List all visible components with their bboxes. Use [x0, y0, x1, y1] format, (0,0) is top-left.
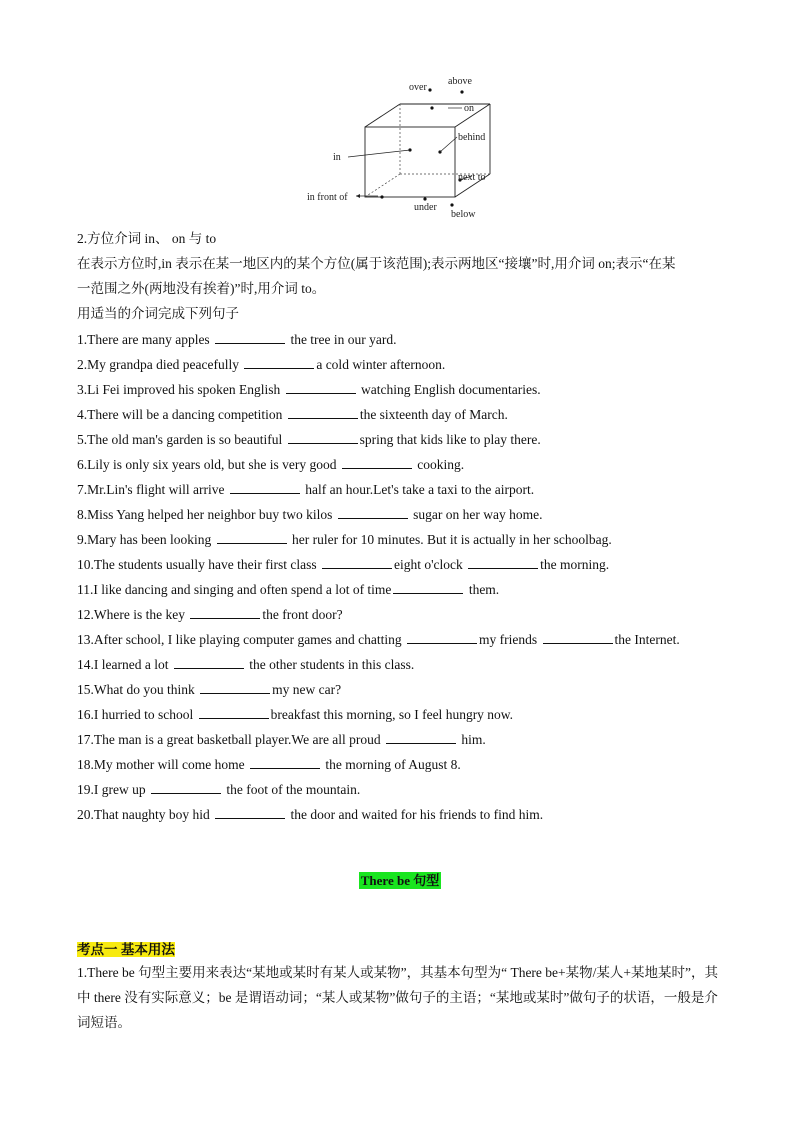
exercise-item-13: 13.After school, I like playing computer games and chatting my friends the Internet.: [77, 629, 680, 647]
answer-blank[interactable]: [407, 629, 477, 644]
prepositions-cube-figure: [300, 72, 505, 222]
intro-line-2: 一范围之外(两地没有挨着)”时,用介词 to。: [77, 281, 326, 296]
answer-blank[interactable]: [386, 729, 456, 744]
cube-front-face: [365, 127, 455, 197]
exercise-item-12: 12.Where is the key the front door?: [77, 604, 343, 622]
point-title: [77, 938, 175, 958]
answer-blank[interactable]: [338, 504, 408, 519]
answer-blank[interactable]: [288, 404, 358, 419]
label-under: under: [414, 202, 437, 213]
label-on: on: [464, 103, 474, 114]
exercise-item-14: 14.I learned a lot the other students in this class.: [77, 654, 414, 672]
answer-blank[interactable]: [393, 579, 463, 594]
answer-blank[interactable]: [151, 779, 221, 794]
exercise-item-16: 16.I hurried to school breakfast this morning, so I feel hungry now.: [77, 704, 513, 722]
point-title-text: 考点一 基本用法: [77, 942, 175, 957]
exercise-item-3: 3.Li Fei improved his spoken English watching English documentaries.: [77, 379, 541, 397]
exercise-item-15: 15.What do you think my new car?: [77, 679, 341, 697]
exercise-instruction: 用适当的介词完成下列句子: [77, 306, 239, 321]
answer-blank[interactable]: [342, 454, 412, 469]
section-title: [0, 870, 800, 889]
answer-blank[interactable]: [322, 554, 392, 569]
exercise-item-19: 19.I grew up the foot of the mountain.: [77, 779, 360, 797]
section-title-text: There be 句型: [360, 873, 440, 888]
exercise-item-2: 2.My grandpa died peacefully a cold winter afternoon.: [77, 354, 445, 372]
answer-blank[interactable]: [468, 554, 538, 569]
answer-blank[interactable]: [199, 704, 269, 719]
exercise-item-20: 20.That naughty boy hid the door and waited for his friends to find him.: [77, 804, 543, 822]
exercise-item-17: 17.The man is a great basketball player.We are all proud him.: [77, 729, 486, 747]
label-in-front-of: in front of: [307, 192, 348, 203]
answer-blank[interactable]: [250, 754, 320, 769]
cube-diagram: [300, 72, 505, 222]
intro-section: [77, 226, 727, 326]
exercise-item-18: 18.My mother will come home the morning of August 8.: [77, 754, 461, 772]
answer-blank[interactable]: [230, 479, 300, 494]
answer-blank[interactable]: [200, 679, 270, 694]
exercise-item-6: 6.Lily is only six years old, but she is very good cooking.: [77, 454, 464, 472]
label-below: below: [451, 209, 476, 220]
answer-blank[interactable]: [543, 629, 613, 644]
label-above: above: [448, 76, 472, 87]
answer-blank[interactable]: [286, 379, 356, 394]
exercise-item-10: 10.The students usually have their first class eight o'clock the morning.: [77, 554, 609, 572]
answer-blank[interactable]: [244, 354, 314, 369]
exercise-item-9: 9.Mary has been looking her ruler for 10 minutes. But it is actually in her schoolbag.: [77, 529, 612, 547]
intro-heading: 2.方位介词 in、 on 与 to: [77, 231, 217, 246]
label-in: in: [333, 152, 341, 163]
answer-blank[interactable]: [215, 329, 285, 344]
answer-blank[interactable]: [190, 604, 260, 619]
label-next-to: next to: [458, 172, 486, 183]
answer-blank[interactable]: [215, 804, 285, 819]
exercise-item-11: 11.I like dancing and singing and often spend a lot of time them.: [77, 579, 499, 597]
label-over: over: [409, 82, 427, 93]
point-paragraph: 1.There be 句型主要用来表达“某地或某时有某人或某物”，其基本句型为“ There be+某物/某人+某地某时”，其中 there 没有实际意义；be 是谓语动词；“某人或某物”做句子的主语；“某地或某时”做句子的状语，一般是介词短语。: [77, 965, 719, 1030]
exercise-item-7: 7.Mr.Lin's flight will arrive half an hour.Let's take a taxi to the airport.: [77, 479, 534, 497]
answer-blank[interactable]: [217, 529, 287, 544]
answer-blank[interactable]: [288, 429, 358, 444]
label-behind: behind: [458, 132, 486, 143]
exercise-item-8: 8.Miss Yang helped her neighbor buy two kilos sugar on her way home.: [77, 504, 542, 522]
intro-line-1: 在表示方位时,in 表示在某一地区内的某个方位(属于该范围);表示两地区“接壤”时,用介词 on;表示“在某: [77, 256, 676, 271]
answer-blank[interactable]: [174, 654, 244, 669]
exercise-item-5: 5.The old man's garden is so beautiful spring that kids like to play there.: [77, 429, 541, 447]
exercise-item-4: 4.There will be a dancing competition the sixteenth day of March.: [77, 404, 508, 422]
exercise-item-1: 1.There are many apples the tree in our yard.: [77, 329, 397, 347]
